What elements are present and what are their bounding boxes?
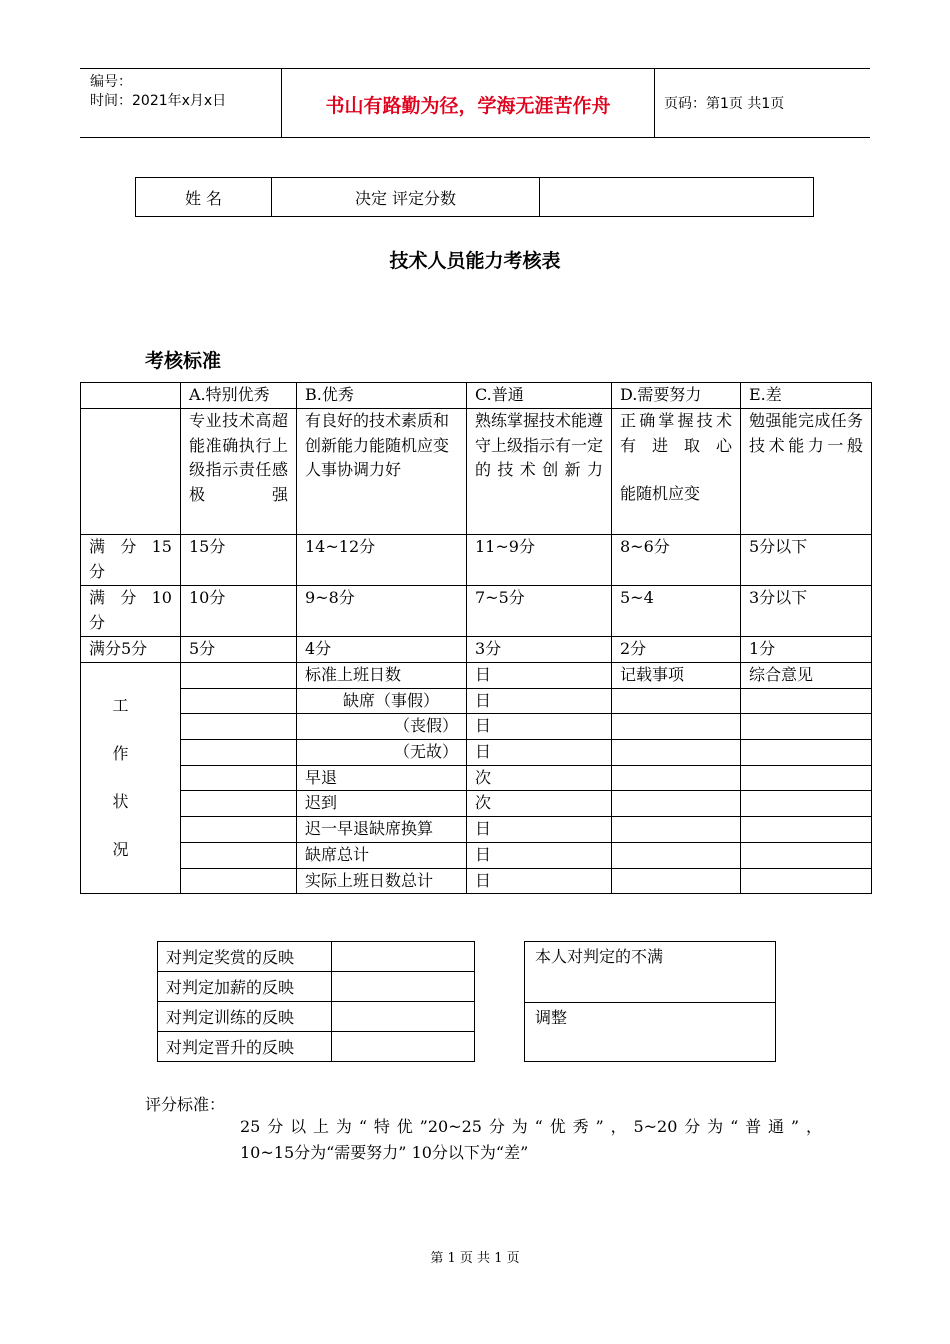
desc-a: 专业技术高超 能准确执行上级指示责任感极强 <box>181 409 297 535</box>
page-info: 页码：第1页 共1页 <box>664 96 785 112</box>
reflection-input[interactable] <box>332 972 475 1002</box>
score-value-cell[interactable] <box>540 178 814 217</box>
score-row-5 <box>81 637 872 663</box>
header-meta <box>90 73 226 111</box>
work-note[interactable] <box>612 714 741 740</box>
date-line: 时间：2021年x月x日 <box>90 93 227 109</box>
input-cell[interactable] <box>181 842 297 868</box>
desc-d-extra: 能随机应变 <box>620 484 701 503</box>
score-cell: 11~9分 <box>467 535 612 586</box>
work-note: 记载事项 <box>612 663 741 689</box>
work-unit: 次 <box>467 791 612 817</box>
work-opinion[interactable] <box>741 791 872 817</box>
work-status-row <box>81 791 872 817</box>
work-status-row <box>81 817 872 843</box>
grade-b: B.优秀 <box>297 383 467 409</box>
desc-d: 正确掌握技术 有进取心 <box>620 411 732 455</box>
dissatisfaction-cell[interactable]: 本人对判定的不满 <box>525 942 776 1003</box>
work-item: 早退 <box>297 765 467 791</box>
reflection-label: 对判定训练的反映 <box>158 1002 332 1032</box>
input-cell[interactable] <box>181 765 297 791</box>
work-status-row <box>81 842 872 868</box>
work-opinion[interactable] <box>741 765 872 791</box>
grade-a: A.特别优秀 <box>181 383 297 409</box>
work-status-row <box>81 688 872 714</box>
desc-c: 熟练掌握技术能遵守上级指示有一定的技术创新力 <box>467 409 612 535</box>
score-row-15 <box>81 535 872 586</box>
reflection-input[interactable] <box>332 1032 475 1062</box>
reflection-label: 对判定奖赏的反映 <box>158 942 332 972</box>
work-note[interactable] <box>612 791 741 817</box>
score-cell: 7~5分 <box>467 586 612 637</box>
score-cell: 9~8分 <box>297 586 467 637</box>
section-title: 考核标准 <box>145 350 222 372</box>
work-unit: 日 <box>467 817 612 843</box>
score-cell: 14~12分 <box>297 535 467 586</box>
work-opinion[interactable] <box>741 817 872 843</box>
work-item: （无故） <box>297 740 467 766</box>
reflection-row <box>158 1032 475 1062</box>
empty-cell <box>81 409 181 535</box>
input-cell[interactable] <box>181 791 297 817</box>
input-cell[interactable] <box>181 714 297 740</box>
score-cell: 2分 <box>612 637 741 663</box>
work-opinion[interactable] <box>741 688 872 714</box>
score-row-10 <box>81 586 872 637</box>
score-cell: 10分 <box>181 586 297 637</box>
work-status-row <box>81 868 872 894</box>
score-cell: 4分 <box>297 637 467 663</box>
reflection-input[interactable] <box>332 1002 475 1032</box>
reflection-label: 对判定晋升的反映 <box>158 1032 332 1062</box>
input-cell[interactable] <box>181 663 297 689</box>
score-cell: 15分 <box>181 535 297 586</box>
work-note[interactable] <box>612 765 741 791</box>
reflection-label: 对判定加薪的反映 <box>158 972 332 1002</box>
score-cell: 3分以下 <box>741 586 872 637</box>
reflection-table <box>157 941 475 1062</box>
name-table <box>135 177 814 217</box>
work-item: 缺席（事假） <box>297 688 467 714</box>
work-note[interactable] <box>612 842 741 868</box>
work-unit: 日 <box>467 740 612 766</box>
decision-label: 决定 评定分数 <box>272 178 540 217</box>
scoring-heading: 评分标准： <box>145 1095 226 1114</box>
work-item: 缺席总计 <box>297 842 467 868</box>
reflection-row <box>158 942 475 972</box>
work-item: 标准上班日数 <box>297 663 467 689</box>
score-cell: 5分 <box>181 637 297 663</box>
input-cell[interactable] <box>181 740 297 766</box>
description-row <box>81 409 872 535</box>
score-cell: 1分 <box>741 637 872 663</box>
work-status-label-line1: 工 作 <box>112 696 149 764</box>
input-cell[interactable] <box>181 868 297 894</box>
score-cell: 3分 <box>467 637 612 663</box>
work-opinion[interactable] <box>741 842 872 868</box>
work-status-row <box>81 740 872 766</box>
reflection-input[interactable] <box>332 942 475 972</box>
work-note[interactable] <box>612 868 741 894</box>
work-unit: 日 <box>467 688 612 714</box>
score-label: 满分5分 <box>81 637 181 663</box>
name-label: 姓 名 <box>136 178 272 217</box>
work-item: （丧假） <box>297 714 467 740</box>
grade-c: C.普通 <box>467 383 612 409</box>
score-cell: 5~4 <box>612 586 741 637</box>
work-status-label <box>81 663 181 894</box>
work-opinion[interactable] <box>741 868 872 894</box>
work-note[interactable] <box>612 740 741 766</box>
work-unit: 日 <box>467 842 612 868</box>
number-label: 编号： <box>90 74 132 90</box>
input-cell[interactable] <box>181 688 297 714</box>
empty-cell <box>81 383 181 409</box>
scoring-line2: 10~15分为“需要努力” 10分以下为“差” <box>240 1143 529 1162</box>
score-cell: 8~6分 <box>612 535 741 586</box>
work-unit: 次 <box>467 765 612 791</box>
grade-header-row <box>81 383 872 409</box>
reflection-row <box>158 972 475 1002</box>
score-cell: 5分以下 <box>741 535 872 586</box>
work-opinion: 综合意见 <box>741 663 872 689</box>
header-motto: 书山有路勤为径，学海无涯苦作舟 <box>325 95 611 117</box>
work-unit: 日 <box>467 714 612 740</box>
work-opinion[interactable] <box>741 714 872 740</box>
scoring-line1: 25分以上为“特优”20~25分为“优秀”，5~20分为“普通”， <box>240 1117 822 1136</box>
work-status-row <box>81 714 872 740</box>
adjust-cell[interactable]: 调整 <box>525 1003 776 1062</box>
desc-b: 有良好的技术素质和创新能力能随机应变人事协调力好 <box>297 409 467 535</box>
document-header <box>80 68 870 138</box>
work-note[interactable] <box>612 817 741 843</box>
score-label: 满 分 15 分 <box>81 535 181 586</box>
work-item: 迟到 <box>297 791 467 817</box>
desc-e: 勉强能完成任务 技术能力一般 <box>741 409 872 535</box>
grade-e: E.差 <box>741 383 872 409</box>
page-title: 技术人员能力考核表 <box>389 250 561 272</box>
work-item: 迟一早退缺席换算 <box>297 817 467 843</box>
work-status-row <box>81 663 872 689</box>
desc-d-cell <box>612 409 741 535</box>
input-cell[interactable] <box>181 817 297 843</box>
reflection-row <box>158 1002 475 1032</box>
grade-d: D.需要努力 <box>612 383 741 409</box>
header-divider <box>654 69 655 137</box>
work-opinion[interactable] <box>741 740 872 766</box>
work-status-row <box>81 765 872 791</box>
score-label: 满 分 10 分 <box>81 586 181 637</box>
work-item: 实际上班日数总计 <box>297 868 467 894</box>
page-footer: 第 1 页 共 1 页 <box>430 1251 520 1266</box>
work-status-label-line2: 状 况 <box>112 792 149 860</box>
work-unit: 日 <box>467 868 612 894</box>
work-unit: 日 <box>467 663 612 689</box>
dissatisfaction-table <box>524 941 776 1062</box>
work-note[interactable] <box>612 688 741 714</box>
criteria-table <box>80 382 872 894</box>
